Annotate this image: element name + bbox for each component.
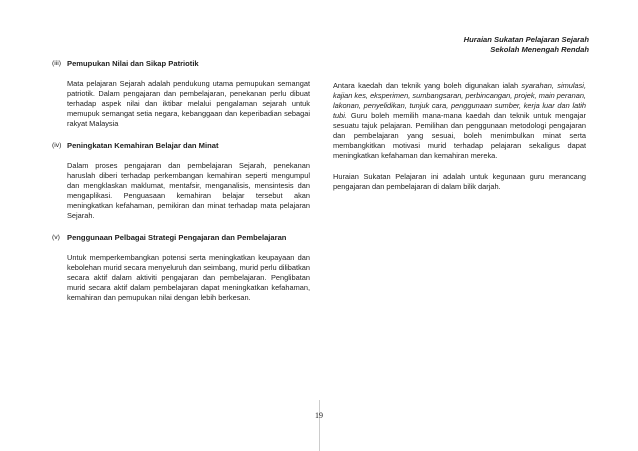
center-divider xyxy=(319,400,320,451)
methods-list: syarahan, simulasi, kajian kes, eksperimen, sumbangsaran, perbincangan, projek, main peranan, lakonan, penyelidikan, tunjuk cara, penggunaan sumber, kerja luar dan latih tubi. xyxy=(333,81,586,120)
section-iii xyxy=(52,59,310,129)
section-heading: Penggunaan Pelbagai Strategi Pengajaran dan Pembelajaran xyxy=(67,233,287,242)
methods-detail: Guru boleh memilih mana-mana kaedah dan teknik untuk mengajar sesuatu tajuk pelajaran. Pemilihan dan penggunaan metodologi pengajaran dan pembelajaran yang sesuai, boleh menimbulkan minat serta membangkitkan motivasi murid terhadap pelajaran sekaligus dapat meningkatkan kefahaman dan kemahiran mereka. xyxy=(333,111,586,160)
section-v xyxy=(52,233,310,303)
header-title: Huraian Sukatan Pelajaran Sejarah xyxy=(463,35,589,44)
section-paragraph: Dalam proses pengajaran dan pembelajaran Sejarah, penekanan haruslah diberi terhadap perkembangan kemahiran seperti mengumpul dan mengklaskan maklumat, mentafsir, menganalisis, mensintesis dan mengaplikasi. Penguasaan kemahiran belajar tersebut akan meningkatkan kefahaman, pemikiran dan minat terhadap mata pelajaran Sejarah. xyxy=(67,161,310,220)
header-subtitle: Sekolah Menengah Rendah xyxy=(490,45,589,54)
section-number: (iii) xyxy=(52,60,62,67)
section-number: (iv) xyxy=(52,142,62,149)
methods-intro: Antara kaedah dan teknik yang boleh digunakan ialah xyxy=(333,81,522,90)
section-number: (v) xyxy=(52,234,60,241)
document-header xyxy=(464,35,589,55)
right-column xyxy=(333,81,586,203)
section-iv xyxy=(52,141,310,221)
section-paragraph: Mata pelajaran Sejarah adalah pendukung utama pemupukan semangat patriotik. Dalam pengajaran dan pembelajaran, penekanan perlu dibuat terhadap aspek nilai dan iktibar melalui pengalaman sejarah untuk memupuk semangat setia negara, kebanggaan dan keperibadian sebagai rakyat Malaysia xyxy=(67,79,310,128)
section-heading: Pemupukan Nilai dan Sikap Patriotik xyxy=(67,59,199,68)
page-number: 19 xyxy=(315,411,323,420)
purpose-paragraph: Huraian Sukatan Pelajaran ini adalah untuk kegunaan guru merancang pengajaran dan pembelajaran di dalam bilik darjah. xyxy=(333,172,586,191)
section-paragraph: Untuk memperkembangkan potensi serta meningkatkan keupayaan dan kebolehan murid secara menyeluruh dan seimbang, murid perlu dilibatkan secara aktif dalam aktiviti pengajaran dan pembelajaran. Penglibatan murid secara aktif dalam pembelajaran dapat meningkatkan kefahaman, kemahiran dan pemupukan nilai dengan lebih berkesan. xyxy=(67,253,310,302)
methods-paragraph xyxy=(333,81,586,161)
left-column xyxy=(52,59,310,315)
section-heading: Peningkatan Kemahiran Belajar dan Minat xyxy=(67,141,219,150)
